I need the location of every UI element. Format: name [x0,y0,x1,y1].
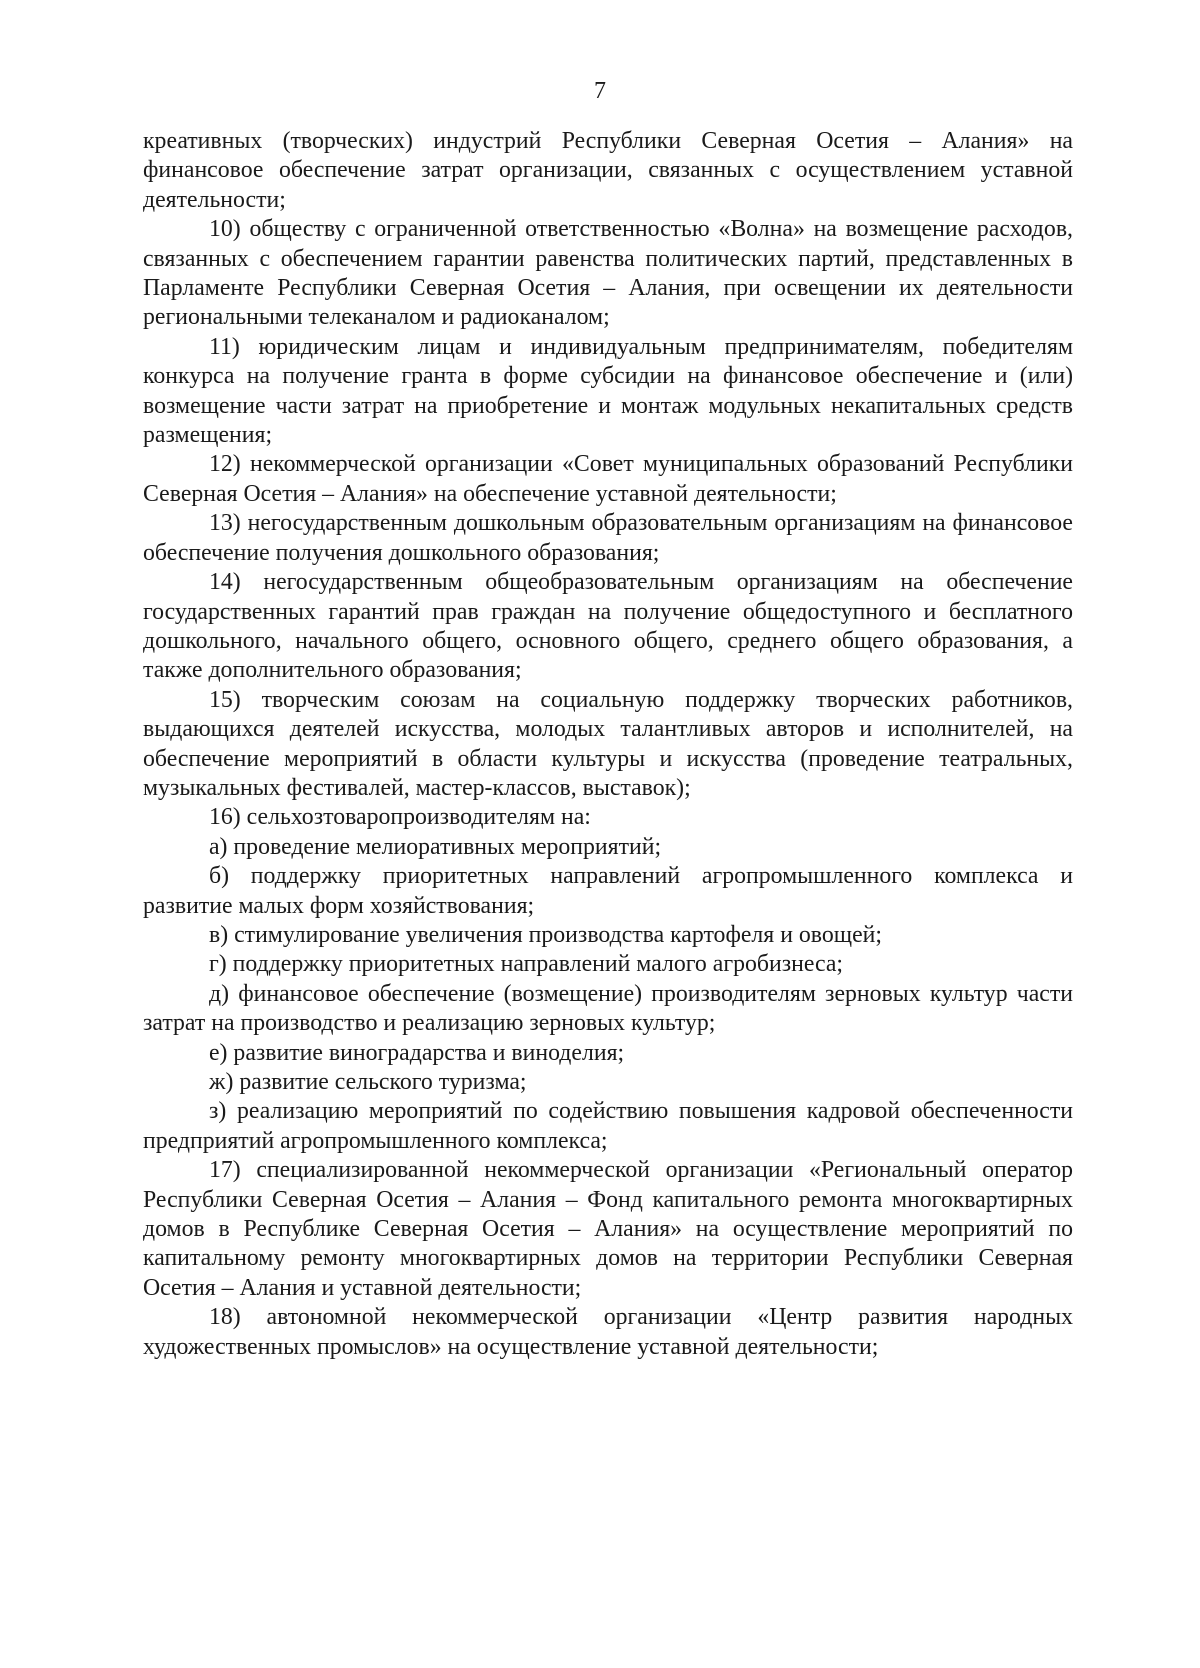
page-number: 7 [594,78,606,104]
subitem-d: д) финансовое обеспечение (возмещение) производителям зерновых культур части затрат на производство и реализацию зерновых культур; [143,980,1073,1037]
paragraph-item-13: 13) негосударственным дошкольным образовательным организациям на финансовое обеспечение получения дошкольного образования; [143,510,1073,566]
paragraph-item-11: 11) юридическим лицам и индивидуальным предпринимателям, победителям конкурса на получение гранта в форме субсидии на финансовое обеспечение и (или) возмещение части затрат на приобретение и монтаж модульных некапитальных средств размещения; [143,333,1073,449]
subitem-g: г) поддержку приоритетных направлений малого агробизнеса; [209,951,844,978]
paragraph-item-17: 17) специализированной некоммерческой организации «Региональный оператор Республики Северная Осетия – Алания – Фонд капитального ремонта многоквартирных домов в Республике Северная Осетия – Алания» на осуществление мероприятий по капитальному ремонту многоквартирных домов на территории Республики Северная Осетия – Алания и уставной деятельности; [143,1157,1073,1301]
paragraph-item-14: 14) негосударственным общеобразовательным организациям на обеспечение государственных гарантий прав граждан на получение общедоступного и бесплатного дошкольного, начального общего, основного общего, среднего общего образования, а также дополнительного образования; [143,569,1073,684]
subitem-e: е) развитие виноградарства и виноделия; [209,1039,625,1066]
subitem-b: б) поддержку приоритетных направлений агропромышленного комплекса и развитие малых форм хозяйствования; [143,863,1073,919]
paragraph-item-12: 12) некоммерческой организации «Совет муниципальных образований Республики Северная Осетия – Алания» на обеспечение уставной деятельности; [143,451,1073,507]
paragraph-item-16: 16) сельхозтоваропроизводителям на: [209,804,591,831]
subitem-z: з) реализацию мероприятий по содействию повышения кадровой обеспеченности предприятий агропромышленного комплекса; [143,1098,1073,1154]
subitem-a: а) проведение мелиоративных мероприятий; [209,833,662,860]
paragraph-item-18: 18) автономной некоммерческой организации «Центр развития народных художественных промыслов» на осуществление уставной деятельности; [143,1304,1073,1360]
subitem-zh: ж) развитие сельского туризма; [209,1069,527,1095]
paragraph-item-15: 15) творческим союзам на социальную поддержку творческих работников, выдающихся деятелей искусства, молодых талантливых авторов и исполнителей, на обеспечение мероприятий в области культуры и искусства (проведение театральных, музыкальных фестивалей, мастер-классов, выставок); [143,686,1073,801]
subitem-v: в) стимулирование увеличения производства картофеля и овощей; [209,921,882,948]
document-body [143,127,1073,1362]
paragraph-item-10: 10) обществу с ограниченной ответственностью «Волна» на возмещение расходов, связанных с обеспечением гарантии равенства политических партий, представленных в Парламенте Республики Северная Осетия – Алания, при освещении их деятельности региональными телеканалом и радиоканалом; [143,216,1073,331]
paragraph-continuation: креативных (творческих) индустрий Республики Северная Осетия – Алания» на финансовое обеспечение затрат организации, связанных с осуществлением уставной деятельности; [143,128,1073,213]
